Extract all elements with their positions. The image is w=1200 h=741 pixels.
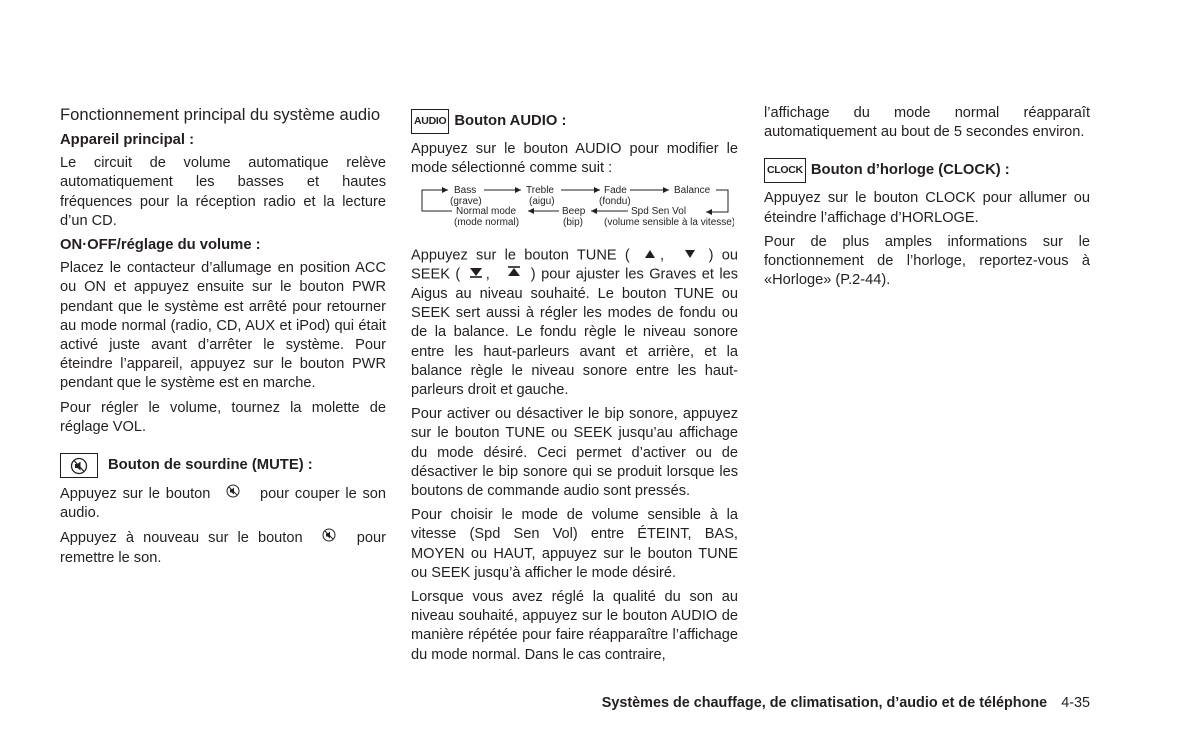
column-2 (411, 104, 738, 670)
beep-text: Pour activer ou désactiver le bip sonore, appuyez sur le bouton TUNE ou SEEK jusqu’au affichage du mode désiré. Ceci permet d’activer ou de désactiver le bip sonore qui se produit lorsque les boutons de commande audio sont pressés. (411, 406, 738, 499)
mute-text-2: Appuyez à nouveau sur le bouton pour remettre le son. (60, 530, 386, 566)
page-footer (560, 695, 1090, 711)
tune-down-icon (684, 246, 696, 265)
diagram-normal-sub: (mode normal) (454, 217, 520, 229)
tune-up-icon (644, 246, 656, 265)
tune-seek-text: Appuyez sur le bouton TUNE ( , ) ou SEEK ( , ) pour ajuster les Graves et les Aigus au niveau souhaité. Le bouton TUNE ou SEEK sert aussi à régler les modes de fondu ou de la balance. Le fondu règle le niveau sonore entre les haut-parleurs avant et arrière, et la balance règle le niveau sonore entre les haut-parleurs droit et gauche. (411, 247, 739, 398)
quality-text: Lorsque vous avez réglé la qualité du son au niveau souhaité, appuyez sur le bouton AUDIO de manière répétée pour faire réapparaître l’affichage du mode normal. Dans le cas contraire, (411, 589, 738, 663)
volume-text: Pour régler le volume, tournez la molette de réglage VOL. (60, 399, 386, 435)
section-title: Fonctionnement principal du système audio (60, 105, 381, 124)
audio-key-icon: AUDIO (411, 109, 449, 134)
diagram-spd-sub: (volume sensible à la vitesse) (604, 217, 734, 229)
audio-heading: Bouton AUDIO : (454, 112, 567, 129)
clock-heading: Bouton d’horloge (CLOCK) : (810, 162, 1010, 179)
mute-heading: Bouton de sourdine (MUTE) : (108, 456, 313, 473)
diagram-treble-sub: (aigu) (529, 196, 555, 208)
mute-key-icon (60, 453, 98, 478)
diagram-spd: Spd Sen Vol (631, 206, 687, 218)
diagram-beep: Beep (562, 206, 586, 218)
chapter-title: Systèmes de chauffage, de climatisation, d’audio et de téléphone (601, 695, 1048, 711)
column-3 (764, 104, 1090, 295)
spd-text: Pour choisir le mode de volume sensible à la vitesse (Spd Sen Vol) entre ÉTEINT, BAS, MOYEN ou HAUT, appuyez sur le bouton TUNE ou SEEK jusqu’à afficher le mode désiré. (411, 507, 738, 581)
diagram-balance: Balance (674, 185, 711, 197)
seek-up-icon (507, 265, 521, 284)
main-unit-text: Le circuit de volume automatique relève automatiquement les basses et hautes fréquences pour la réception radio et la lecture d’un CD. (60, 155, 386, 229)
audio-heading-row (411, 109, 738, 134)
mute-icon (226, 484, 240, 504)
onoff-heading: ON·OFF/réglage du volume : (60, 237, 261, 254)
onoff-text: Placez le contacteur d’allumage en position ACC ou ON et appuyez ensuite sur le bouton PWR pendant que le système est arrêté pour retourner au mode normal (radio, CD, AUX et iPod) qui était activé juste avant d’arrêter le système. Pour éteindre l’appareil, appuyez sur le bouton PWR pendant que le système est en marche. (60, 260, 386, 392)
clock-heading-row (764, 158, 1090, 183)
diagram-fade-sub: (fondu) (599, 196, 631, 208)
main-unit-heading: Appareil principal : (60, 132, 195, 148)
clock-text: Appuyez sur le bouton CLOCK pour allumer ou éteindre l’affichage d’HORLOGE. (764, 190, 1090, 226)
continued-text: l’affichage du mode normal réapparaît automatiquement au bout de 5 secondes environ. (764, 105, 1090, 141)
clock-key-icon: CLOCK (764, 158, 806, 183)
diagram-treble: Treble (526, 185, 554, 197)
audio-mode-diagram (416, 183, 734, 233)
diagram-bass: Bass (454, 185, 477, 197)
column-1 (60, 104, 386, 573)
seek-down-icon (469, 265, 483, 284)
mute-heading-row (60, 453, 386, 478)
diagram-fade: Fade (604, 185, 627, 197)
diagram-beep-sub: (bip) (563, 217, 584, 229)
diagram-normal: Normal mode (456, 206, 517, 218)
mute-icon (322, 528, 336, 548)
mute-text-1: Appuyez sur le bouton pour couper le son audio. (60, 486, 386, 522)
diagram-bass-sub: (grave) (450, 196, 482, 208)
audio-text: Appuyez sur le bouton AUDIO pour modifier le mode sélectionné comme suit : (411, 141, 738, 177)
more-info-text: Pour de plus amples informations sur le fonctionnement de l’horloge, reportez-vous à «Horloge» (P.2-44). (764, 233, 1090, 289)
page-number: 4-35 (1061, 695, 1090, 711)
